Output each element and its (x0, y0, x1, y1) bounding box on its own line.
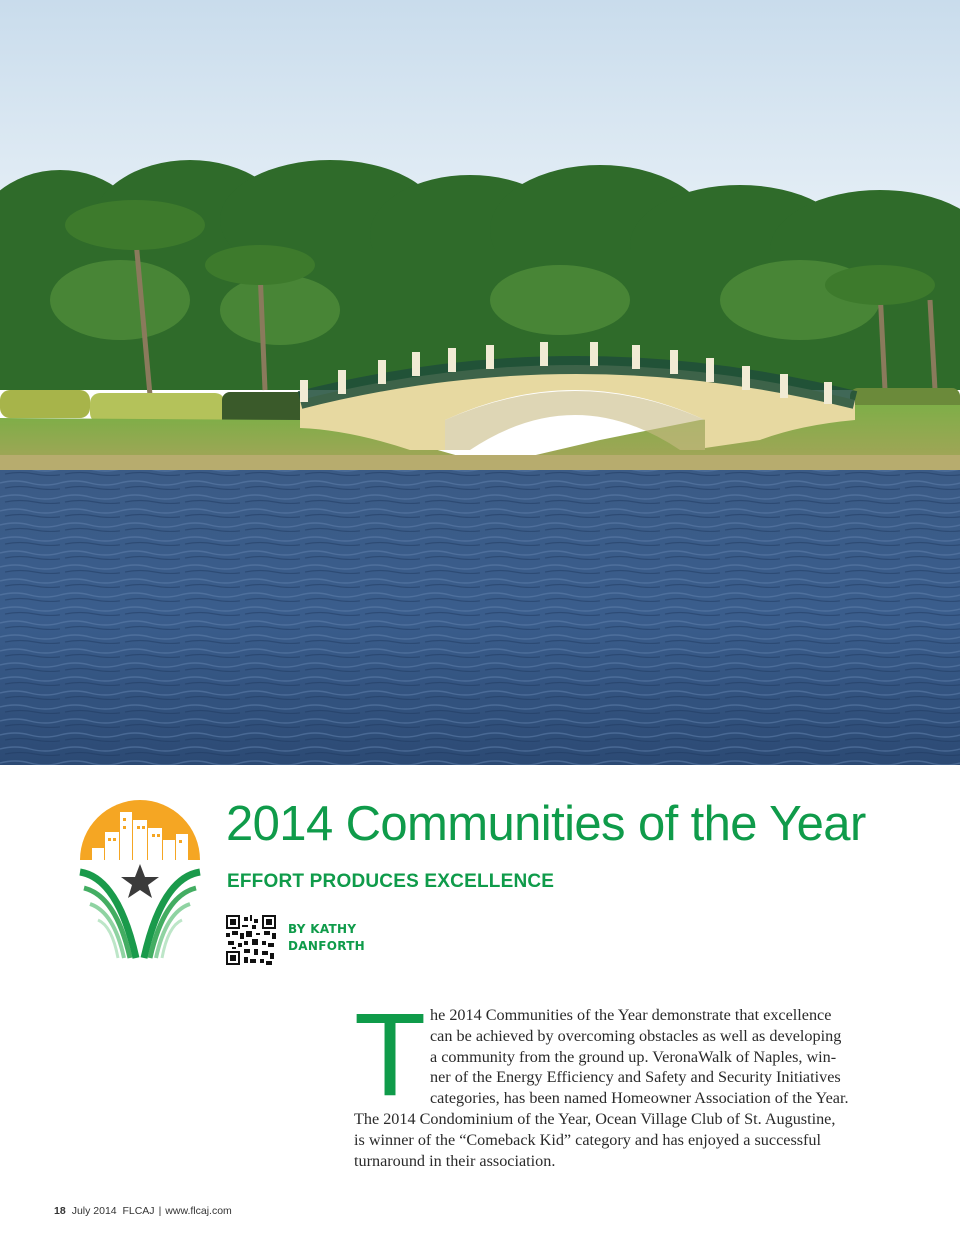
text-line: The 2014 Condominium of the Year, Ocean Village Club of St. Augustine, (354, 1109, 836, 1128)
byline (288, 921, 408, 955)
text-line: he 2014 Communities of the Year demonstrate that excellence (430, 1006, 832, 1024)
communities-of-the-year-logo (78, 798, 202, 963)
footer-separator: | (158, 1205, 162, 1217)
text-line: ner of the Energy Efficiency and Safety and Security Initiatives (430, 1068, 841, 1087)
article-subtitle: EFFORT PRODUCES EXCELLENCE (227, 871, 555, 892)
text-line: categories, has been named Homeowner Association of the Year. (430, 1089, 849, 1108)
drop-cap: T (354, 989, 427, 1121)
star-icon (121, 864, 159, 898)
article-body (354, 989, 894, 1171)
page-footer (54, 1205, 232, 1217)
byline-line-2: DANFORTH (288, 939, 366, 953)
website-link[interactable]: www.flcaj.com (165, 1205, 232, 1217)
article-paragraph (354, 989, 894, 1171)
byline-line-1: BY KATHY (288, 922, 357, 936)
qr-code-icon[interactable] (226, 915, 276, 965)
page-number: 18 (54, 1205, 66, 1217)
text-line: is winner of the “Comeback Kid” category and has enjoyed a successful (354, 1130, 822, 1149)
text-line: a community from the ground up. VeronaWalk of Naples, win- (430, 1047, 837, 1066)
text-line: can be achieved by overcoming obstacles as well as developing (430, 1026, 842, 1045)
issue-label: July 2014 FLCAJ (71, 1205, 155, 1217)
text-line: turnaround in their association. (354, 1151, 556, 1170)
page-title: 2014 Communities of the Year (226, 797, 866, 851)
